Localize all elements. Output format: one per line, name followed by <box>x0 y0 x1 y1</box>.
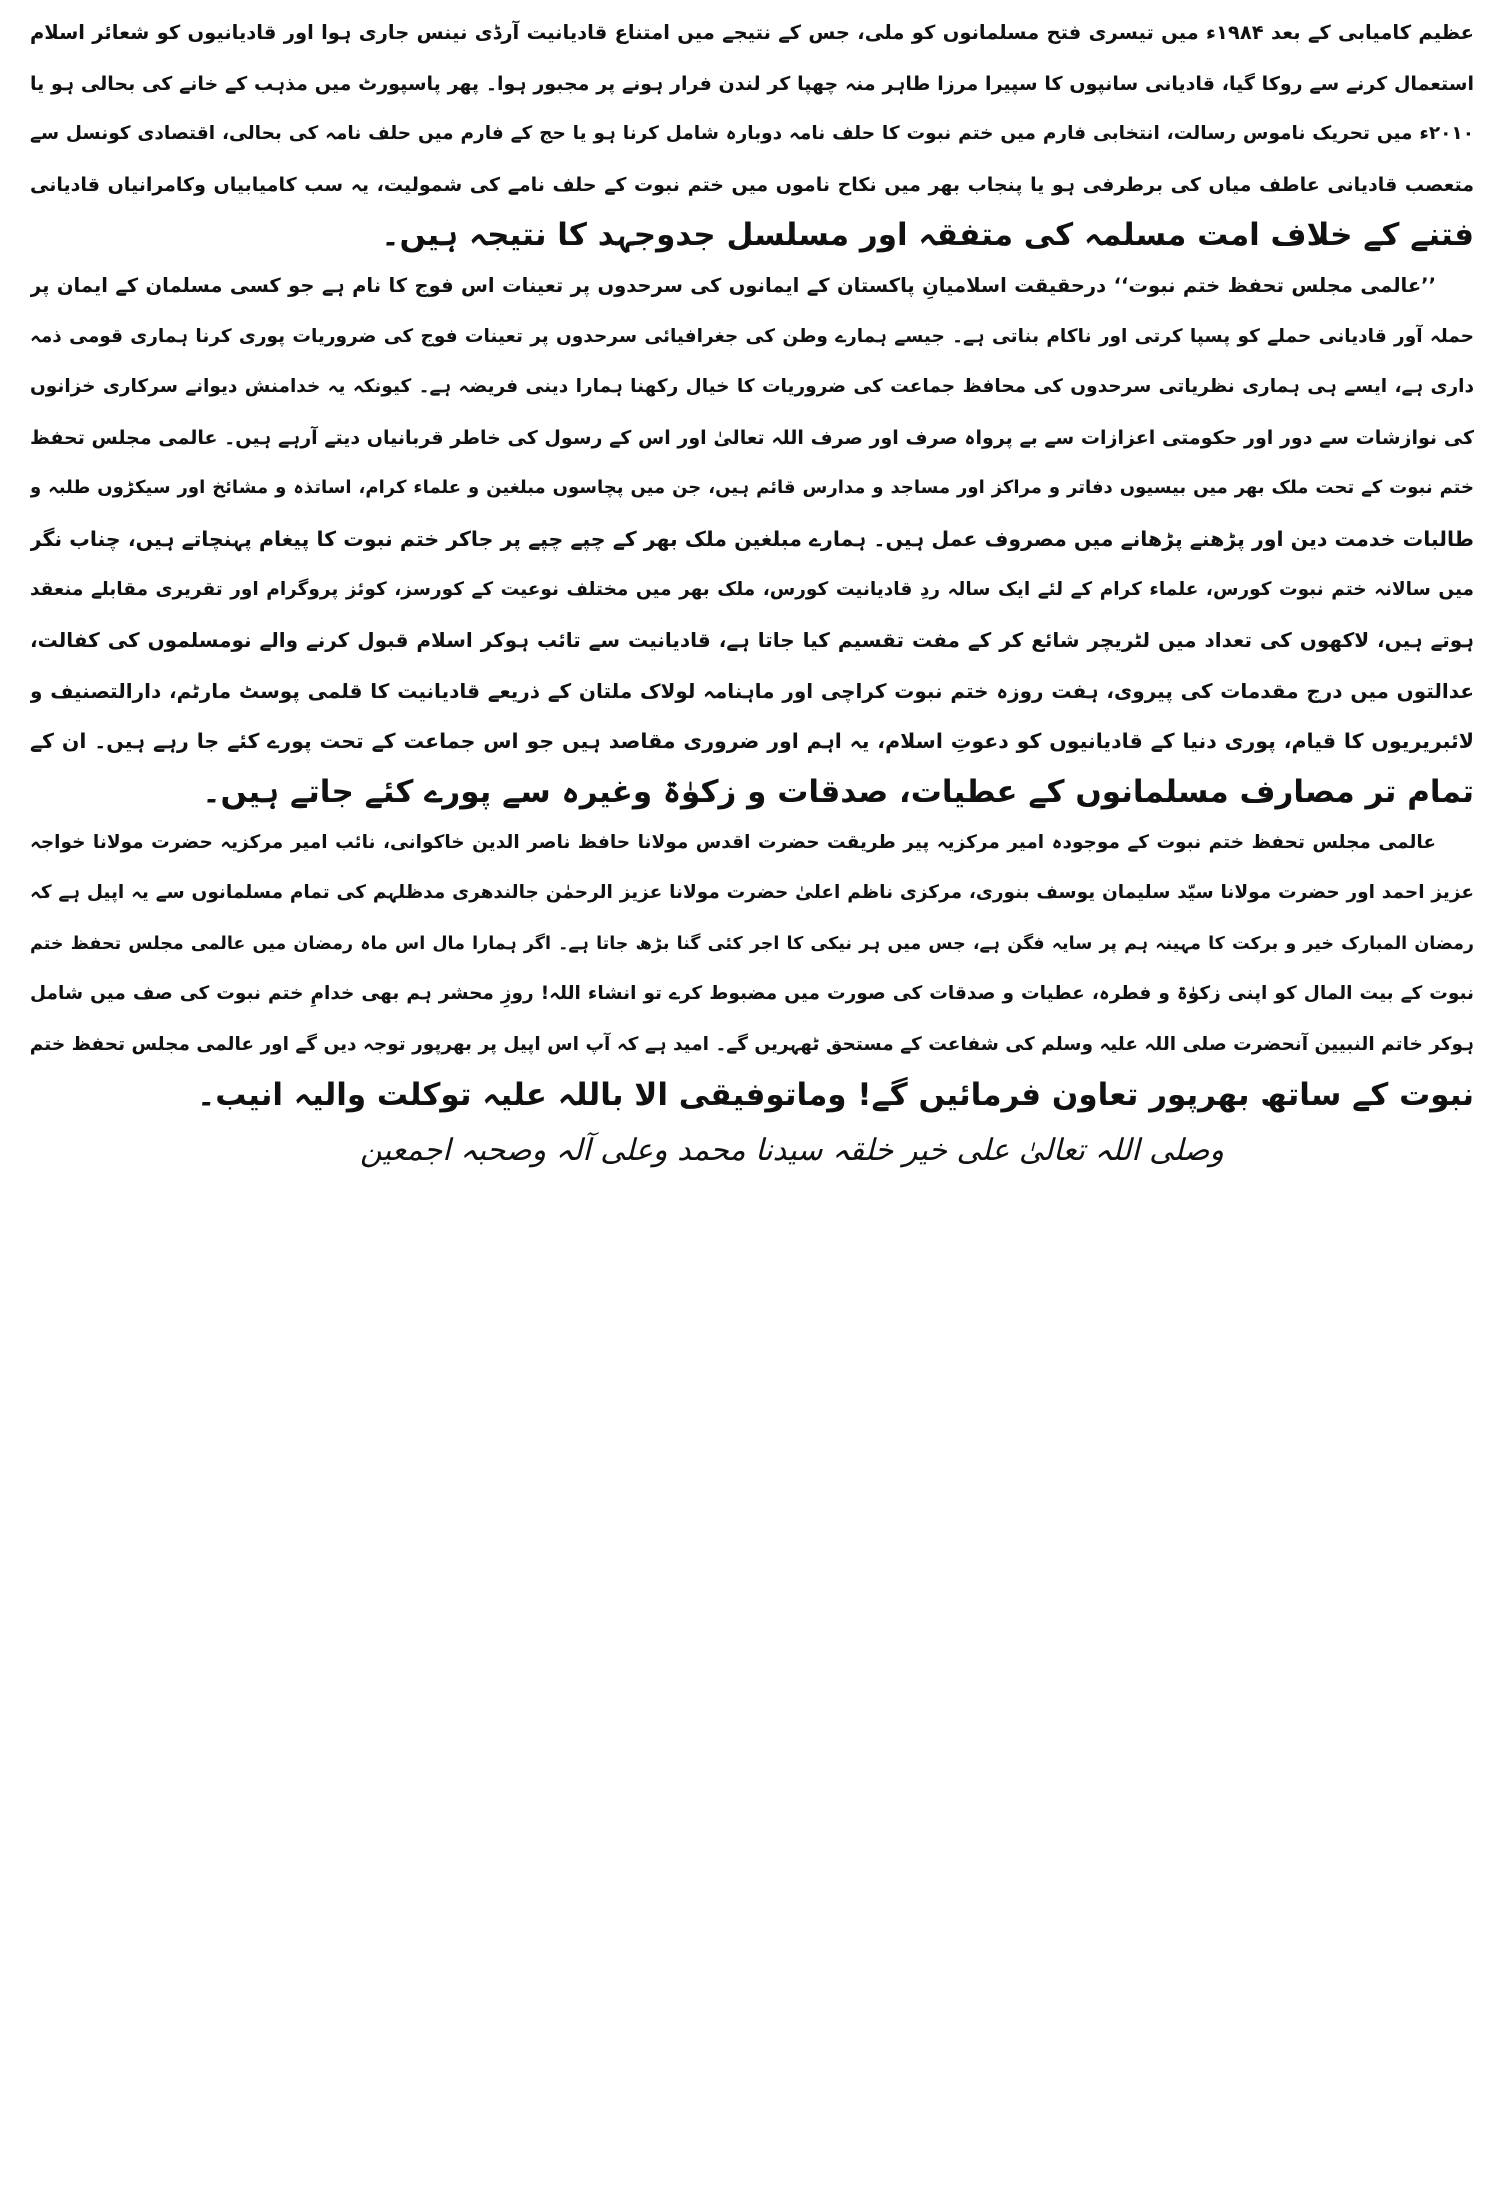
text-line: داری ہے، ایسے ہی ہماری نظریاتی سرحدوں کی محافظ جماعت کی ضروریات کا خیال رکھنا ہمارا دینی فریضہ ہے۔ کیونکہ یہ خدامنش دیوانے سرکاری خزانوں <box>30 376 1474 398</box>
paragraph-1 <box>30 8 1474 261</box>
document-page <box>30 8 1474 1177</box>
text-line: نبوت کے ساتھ بھرپور تعاون فرمائیں گے! وماتوفیقی الا باللہ علیہ توکلت والیہ انیب۔ <box>197 1077 1474 1114</box>
text-line: ہوکر خاتم النبیین آنحضرت صلی اللہ علیہ وسلم کی شفاعت کے مستحق ٹھہریں گے۔ امید ہے کہ آپ اس اپیل پر بھرپور توجہ دیں گے اور عالمی مجلس تحفظ ختم <box>30 1033 1474 1055</box>
text-line: ۲۰۱۰ء میں تحریک ناموس رسالت، انتخابی فارم میں ختم نبوت کا حلف نامہ دوبارہ شامل کرنا ہو یا حج کے فارم میں حلف نامہ کی بحالی، اقتصادی کونسل سے <box>30 123 1474 145</box>
text-line: ’’عالمی مجلس تحفظ ختم نبوت‘‘ درحقیقت اسلامیانِ پاکستان کے ایمانوں کی سرحدوں پر تعینات اس فوج کا نام ہے جو کسی مسلمان کے ایمان پر <box>30 273 1436 297</box>
text-line: فتنے کے خلاف امت مسلمہ کی متفقہ اور مسلسل جدوجہد کا نتیجہ ہیں۔ <box>381 217 1474 254</box>
text-line: حملہ آور قادیانی حملے کو پسپا کرتی اور ناکام بناتی ہے۔ جیسے ہمارے وطن کی جغرافیائی سرحدوں پر تعینات فوج کی ضروریات پوری کرنا ہماری قومی ذمہ <box>30 325 1474 347</box>
text-line: استعمال کرنے سے روکا گیا، قادیانی سانپوں کا سپیرا مرزا طاہر منہ چھپا کر لندن فرار ہونے پر مجبور ہوا۔ پھر پاسپورٹ میں مذہب کے خانے کی بحالی ہو یا <box>30 72 1474 95</box>
text-line: تمام تر مصارف مسلمانوں کے عطیات، صدقات و زکوٰۃ وغیرہ سے پورے کئے جاتے ہیں۔ <box>202 773 1474 810</box>
paragraph-3 <box>30 818 1474 1122</box>
text-line: متعصب قادیانی عاطف میاں کی برطرفی ہو یا پنجاب بھر میں نکاح ناموں میں ختم نبوت کے حلف نامے کی شمولیت، یہ سب کامیابیاں وکامرانیاں قادیانی <box>30 173 1474 196</box>
closing-benediction: وصلی اللہ تعالیٰ علی خیر خلقہ سیدنا محمد وعلی آلہ وصحبہ اجمعین <box>360 1133 1224 1169</box>
text-line: ہوتے ہیں، لاکھوں کی تعداد میں لٹریچر شائع کر کے مفت تقسیم کیا جاتا ہے، قادیانیت سے تائب ہوکر اسلام قبول کرنے والے نومسلموں کی کفالت، <box>30 628 1474 653</box>
text-line: نبوت کے بیت المال کو اپنی زکوٰۃ و فطرہ، عطیات و صدقات کی صورت میں مضبوط کرے تو انشاء اللہ! روزِ محشر ہم بھی خدامِ ختم نبوت کی صف میں شامل <box>30 983 1474 1005</box>
text-line: عالمی مجلس تحفظ ختم نبوت کے موجودہ امیر مرکزیہ پیر طریقت حضرت اقدس مولانا حافظ ناصر الدین خاکوانی، نائب امیر مرکزیہ حضرت مولانا خواجہ <box>30 831 1436 853</box>
text-line: کی نوازشات سے دور اور حکومتی اعزازات سے بے پرواہ صرف اور صرف اللہ تعالیٰ اور اس کے رسول کی خاطر قربانیاں دیتے آرہے ہیں۔ عالمی مجلس تحفظ <box>30 426 1474 449</box>
text-line: میں سالانہ ختم نبوت کورس، علماء کرام کے لئے ایک سالہ ردِ قادیانیت کورس، ملک بھر میں مختلف نوعیت کے کورسز، کوئز پروگرام اور تقریری مقابلے منعقد <box>30 578 1474 600</box>
text-line: عزیز احمد اور حضرت مولانا سیّد سلیمان یوسف بنوری، مرکزی ناظم اعلیٰ حضرت مولانا عزیز الرحمٰن جالندھری مدظلہم کی تمام مسلمانوں سے یہ اپیل ہے کہ <box>30 882 1474 904</box>
text-line: طالبات خدمت دین اور پڑھنے پڑھانے میں مصروف عمل ہیں۔ ہمارے مبلغین ملک بھر کے چپے چپے پر جاکر ختم نبوت کا پیغام پہنچاتے ہیں، چناب نگر <box>30 526 1474 551</box>
text-line: ختم نبوت کے تحت ملک بھر میں بیسیوں دفاتر و مراکز اور مساجد و مدارس قائم ہیں، جن میں پچاسوں مبلغین و علماء کرام، اساتذہ و مشائخ اور سیکڑوں طلبہ و <box>30 477 1474 499</box>
text-line: رمضان المبارک خیر و برکت کا مہینہ ہم پر سایہ فگن ہے، جس میں ہر نیکی کا اجر کئی گنا بڑھ جاتا ہے۔ اگر ہمارا مال اس ماہ رمضان میں عالمی مجلس تحفظ ختم <box>30 933 1474 954</box>
text-line: لائبریریوں کا قیام، پوری دنیا کے قادیانیوں کو دعوتِ اسلام، یہ اہم اور ضروری مقاصد ہیں جو اس جماعت کے تحت پورے کئے جا رہے ہیں۔ ان کے <box>30 729 1474 754</box>
paragraph-2 <box>30 261 1474 818</box>
text-line: عظیم کامیابی کے بعد ۱۹۸۴ء میں تیسری فتح مسلمانوں کو ملی، جس کے نتیجے میں امتناع قادیانیت آرڈی نینس جاری ہوا اور قادیانیوں کو شعائر اسلام <box>30 21 1474 44</box>
text-line: عدالتوں میں درج مقدمات کی پیروی، ہفت روزہ ختم نبوت کراچی اور ماہنامہ لولاک ملتان کے ذریعے قادیانیت کا قلمی پوسٹ مارٹم، دارالتصنیف و <box>30 678 1474 703</box>
